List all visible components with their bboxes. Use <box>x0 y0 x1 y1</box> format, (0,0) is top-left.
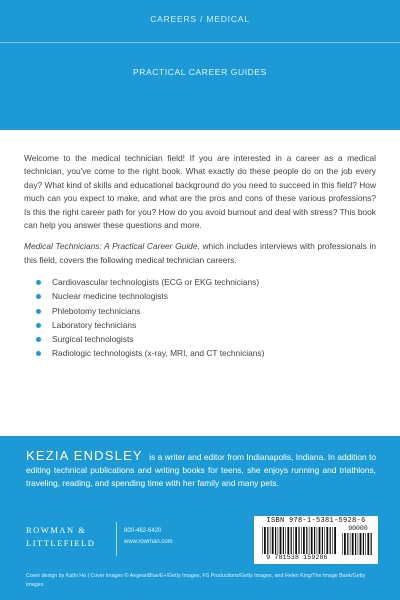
barcode-addon-bars <box>342 533 372 555</box>
list-item <box>36 346 376 360</box>
barcode-bar <box>352 533 354 555</box>
barcode-addon-number: 90000 <box>348 525 368 532</box>
career-label: Laboratory technicians <box>52 319 137 330</box>
publisher-website: www.rowman.com <box>124 539 173 545</box>
publisher-phone: 800-462-6420 <box>124 528 162 534</box>
barcode-bar <box>342 533 343 555</box>
publisher-contact <box>124 526 204 548</box>
author-bio <box>26 449 376 490</box>
author-bio-text: is a writer and editor from Indianapolis, Indiana. In addition to editing technical publications and writing books for teens, she enjoys running and triathlons, traveling, reading, and spending time with her family and many pets. <box>26 452 377 488</box>
isbn-barcode <box>254 516 378 564</box>
barcode-bar <box>291 527 292 554</box>
barcode-bar <box>314 527 315 554</box>
barcode-bar <box>330 527 331 554</box>
barcode-bar <box>360 533 362 555</box>
list-item <box>36 275 376 289</box>
list-item <box>36 318 376 332</box>
career-label: Surgical technologists <box>52 334 134 345</box>
bullet-icon <box>36 309 41 314</box>
bullet-icon <box>36 337 41 342</box>
career-label: Phlebotomy technicians <box>52 305 141 316</box>
top-divider <box>0 42 400 43</box>
barcode-bar <box>322 527 323 554</box>
barcode-bar <box>275 527 276 554</box>
book-description <box>24 152 376 360</box>
barcode-bar <box>264 527 266 554</box>
career-label: Cardiovascular technologists (ECG or EKG technicians) <box>52 277 260 288</box>
barcode-bar <box>324 527 325 554</box>
barcode-bar <box>270 527 271 554</box>
barcode-bar <box>262 527 263 554</box>
careers-list <box>24 275 376 360</box>
series-title: PRACTICAL CAREER GUIDES <box>133 67 267 77</box>
barcode-bar <box>287 527 289 554</box>
bullet-icon <box>36 294 41 299</box>
barcode-main-bars <box>262 527 338 554</box>
career-label: Nuclear medicine technologists <box>52 291 168 302</box>
barcode-bar <box>278 527 279 554</box>
bullet-icon <box>36 280 41 285</box>
barcode-bar <box>267 527 268 554</box>
bullet-icon <box>36 323 41 328</box>
barcode-digits: 9 781538 159286 <box>266 554 328 561</box>
barcode-bar <box>371 533 372 555</box>
scope-paragraph <box>24 240 376 267</box>
barcode-bar <box>272 527 274 554</box>
scope-text: which includes interviews with professionals in this field, covers the following medical technician careers. <box>24 241 376 265</box>
barcode-bar <box>295 527 297 554</box>
isbn-label: ISBN 978-1-5381-5928-6 <box>266 517 366 525</box>
barcode-bar <box>350 533 351 555</box>
barcode-bar <box>347 533 348 555</box>
bullet-icon <box>36 351 41 356</box>
barcode-bar <box>319 527 321 554</box>
barcode-bar <box>317 527 318 554</box>
barcode-bar <box>285 527 286 554</box>
publisher-divider <box>116 522 117 556</box>
list-item <box>36 289 376 303</box>
barcode-bar <box>358 533 359 555</box>
book-title: Medical Technicians: A Practical Career Guide, <box>24 241 200 252</box>
barcode-bar <box>293 527 294 554</box>
barcode-bar <box>326 527 328 554</box>
barcode-bar <box>344 533 346 555</box>
barcode-bar <box>363 533 364 555</box>
barcode-bar <box>303 527 305 554</box>
career-label: Radiologic technologists (x-ray, MRI, and CT technicians) <box>52 348 265 359</box>
barcode-bar <box>311 527 313 554</box>
barcode-bar <box>283 527 284 554</box>
barcode-bar <box>355 533 356 555</box>
publisher-logo <box>26 524 110 556</box>
category-label: CAREERS / MEDICAL <box>150 14 250 24</box>
barcode-bar <box>365 533 366 555</box>
barcode-bar <box>334 527 336 554</box>
barcode-bar <box>280 527 282 554</box>
barcode-bar <box>298 527 299 554</box>
barcode-bar <box>306 527 307 554</box>
barcode-bar <box>367 533 369 555</box>
author-name: KEZIA ENDSLEY <box>26 448 143 463</box>
barcode-bar <box>309 527 310 554</box>
list-item <box>36 304 376 318</box>
barcode-bar <box>332 527 333 554</box>
list-item <box>36 332 376 346</box>
intro-paragraph: Welcome to the medical technician field! If you are interested in a career as a medical technician, you've come to the right book. What exactly do these people do on the job every day? What kind of skills and educational background do you need to succeed in this field? How much can you expect to make, and what are the pros and cons of these various professions? Is this the right career path for you? How do you avoid burnout and deal with stress? This book can help you answer these questions and more. <box>24 153 376 231</box>
barcode-bar <box>301 527 302 554</box>
publisher-logo-line2: LITTLEFIELD <box>26 538 96 548</box>
cover-credits: Cover design by Kathi Ho | Cover images © AegeanBlue/E+/Getty Images, FS Productions/Getty Images, and Helen King/The Image Bank/Getty Images <box>26 573 366 588</box>
publisher-logo-line1: ROWMAN & <box>26 525 87 535</box>
